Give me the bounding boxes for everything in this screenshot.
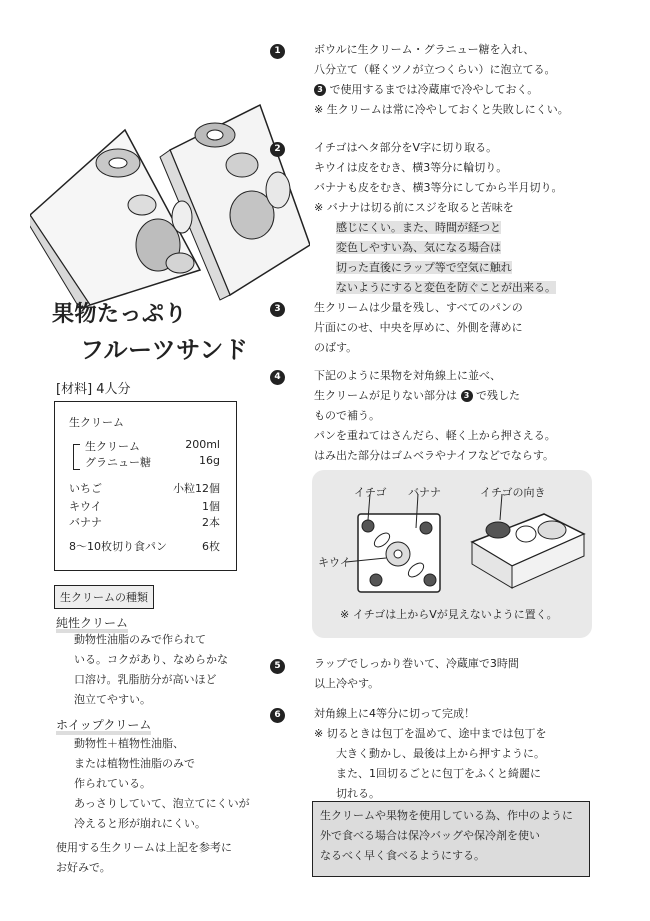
cream-bracket <box>73 444 80 470</box>
cream-type-desc-line: 動物性油脂のみで作られて <box>74 633 206 646</box>
step-line <box>314 80 569 100</box>
step-2-text <box>314 138 563 298</box>
cream-group-label: 生クリーム <box>69 416 124 429</box>
label-orientation: イチゴの向き <box>480 486 546 499</box>
material-amount: 200ml <box>185 438 220 451</box>
step-number-badge: 4 <box>270 370 285 385</box>
step-ref-badge: 3 <box>461 390 473 402</box>
label-strawberry: イチゴ <box>354 486 387 499</box>
cream-type-desc-line: あっさりしていて、泡立てにくいが <box>74 797 250 810</box>
materials-box <box>54 401 237 571</box>
step-line: キウイは皮をむき、横3等分に輪切り。 <box>314 161 508 174</box>
warning-line: 生クリームや果物を使用している為、作中のように <box>320 809 573 822</box>
arrangement-diagram <box>312 470 592 610</box>
step-line: 以上冷やす。 <box>314 677 380 690</box>
material-name: 生クリーム <box>85 440 140 453</box>
step-number-badge: 1 <box>270 44 285 59</box>
step-number-badge: 3 <box>270 302 285 317</box>
recipe-title-line1: 果物たっぷり <box>52 302 188 327</box>
step-line-after: で残した <box>476 389 520 402</box>
step-highlight-block <box>314 218 563 298</box>
cream-types-note <box>56 838 232 878</box>
material-amount: 小粒12個 <box>173 482 220 495</box>
cream-type-desc-line: 口溶け。乳脂肪分が高いほど <box>74 673 217 686</box>
step-line: イチゴはヘタ部分をV字に切り取る。 <box>314 141 498 154</box>
step-line: ボウルに生クリーム・グラニュー糖を入れ、 <box>314 43 535 56</box>
cream-type-title: 純性クリーム <box>56 616 129 630</box>
step-line: また、1回切るごとに包丁をふくと綺麗に <box>336 767 541 780</box>
cream-type-desc-line: または植物性油脂のみで <box>74 757 195 770</box>
note-line: お好みで。 <box>56 861 111 874</box>
highlight-line: 感じにくい。また、時間が経つと <box>336 221 501 234</box>
step-3-text <box>314 298 523 358</box>
cream-types-header: 生クリームの種類 <box>54 585 154 609</box>
step-number-badge: 5 <box>270 659 285 674</box>
highlight-line: ないようにすると変色を防ぐことが出来る。 <box>336 281 556 294</box>
material-amount: 16g <box>199 454 220 467</box>
cream-type-title: ホイップクリーム <box>56 718 152 732</box>
top-view-drawing <box>346 494 440 592</box>
highlight-line: 切った直後にラップ等で空気に触れ <box>336 261 512 274</box>
step-line: ※ 切るときは包丁を温めて、途中までは包丁を <box>314 727 547 740</box>
recipe-title-line2: フルーツサンド <box>80 336 249 364</box>
diagram-note: ※ イチゴは上からVが見えないように置く。 <box>340 608 558 621</box>
step-ref-badge: 3 <box>314 84 326 96</box>
step-line: 生クリームは少量を残し、すべてのパンの <box>314 301 523 314</box>
step-line-before: 生クリームが足りない部分は <box>314 389 457 402</box>
material-amount: 1個 <box>202 500 220 513</box>
label-banana: バナナ <box>408 486 441 499</box>
step-note: ※ 生クリームは常に冷やしておくと失敗しにくい。 <box>314 103 569 116</box>
material-name: 8〜10枚切り食パン <box>69 540 167 553</box>
step-5-text <box>314 654 519 694</box>
material-amount: 2本 <box>202 516 220 529</box>
warning-text <box>320 806 573 866</box>
warning-line: なるべく早く食べるようにする。 <box>320 849 485 862</box>
step-line: バナナも皮をむき、横3等分にしてから半月切り。 <box>314 181 563 194</box>
step-line: パンを重ねてはさんだら、軽く上から押さえる。 <box>314 429 556 442</box>
step-line: はみ出た部分はゴムベラやナイフなどでならす。 <box>314 449 555 462</box>
step-line: 下記のように果物を対角線上に並べ、 <box>314 369 501 382</box>
cream-type-desc-line: 泡立てやすい。 <box>74 693 151 706</box>
material-name: キウイ <box>69 500 102 513</box>
highlight-line: 変色しやすい為、気になる場合は <box>336 241 501 254</box>
step-6-text <box>314 704 547 804</box>
step-line <box>314 386 556 406</box>
step-1-text <box>314 40 569 120</box>
label-kiwi: キウイ <box>318 556 351 569</box>
cream-type-desc-line: 冷えると形が崩れにくい。 <box>74 817 206 830</box>
fruit-sandwich-illustration <box>30 95 310 310</box>
cream-type-desc-line: 作られている。 <box>74 777 151 790</box>
warning-line: 外で食べる場合は保冷バッグや保冷剤を使い <box>320 829 540 842</box>
material-name: バナナ <box>69 516 102 529</box>
step-line: 片面にのせ、中央を厚めに、外側を薄めに <box>314 321 523 334</box>
note-line: 使用する生クリームは上記を参考に <box>56 841 232 854</box>
materials-header: [材料] 4人分 <box>56 382 131 397</box>
material-name: グラニュー糖 <box>85 456 151 469</box>
step-line: 大きく動かし、最後は上から押すように。 <box>336 747 545 760</box>
step-line: 対角線上に4等分に切って完成！ <box>314 707 475 720</box>
step-line: のばす。 <box>314 341 358 354</box>
step-line: ラップでしっかり巻いて、冷蔵庫で3時間 <box>314 657 519 670</box>
side-view-drawing <box>472 494 584 588</box>
step-line: 切れる。 <box>336 787 380 800</box>
cream-type-desc-line: いる。コクがあり、なめらかな <box>74 653 228 666</box>
step-line-rest: で使用するまでは冷蔵庫で冷やしておく。 <box>329 83 539 96</box>
step-line: もので補う。 <box>314 409 380 422</box>
step-4-text <box>314 366 556 466</box>
step-number-badge: 6 <box>270 708 285 723</box>
material-name: いちご <box>69 482 102 495</box>
step-number-badge: 2 <box>270 142 285 157</box>
step-line: ※ バナナは切る前にスジを取ると苦味を <box>314 201 514 214</box>
step-line: 八分立て（軽くツノが立つくらい）に泡立てる。 <box>314 63 556 76</box>
material-amount: 6枚 <box>202 540 220 553</box>
cream-type-desc-line: 動物性＋植物性油脂、 <box>74 737 184 750</box>
